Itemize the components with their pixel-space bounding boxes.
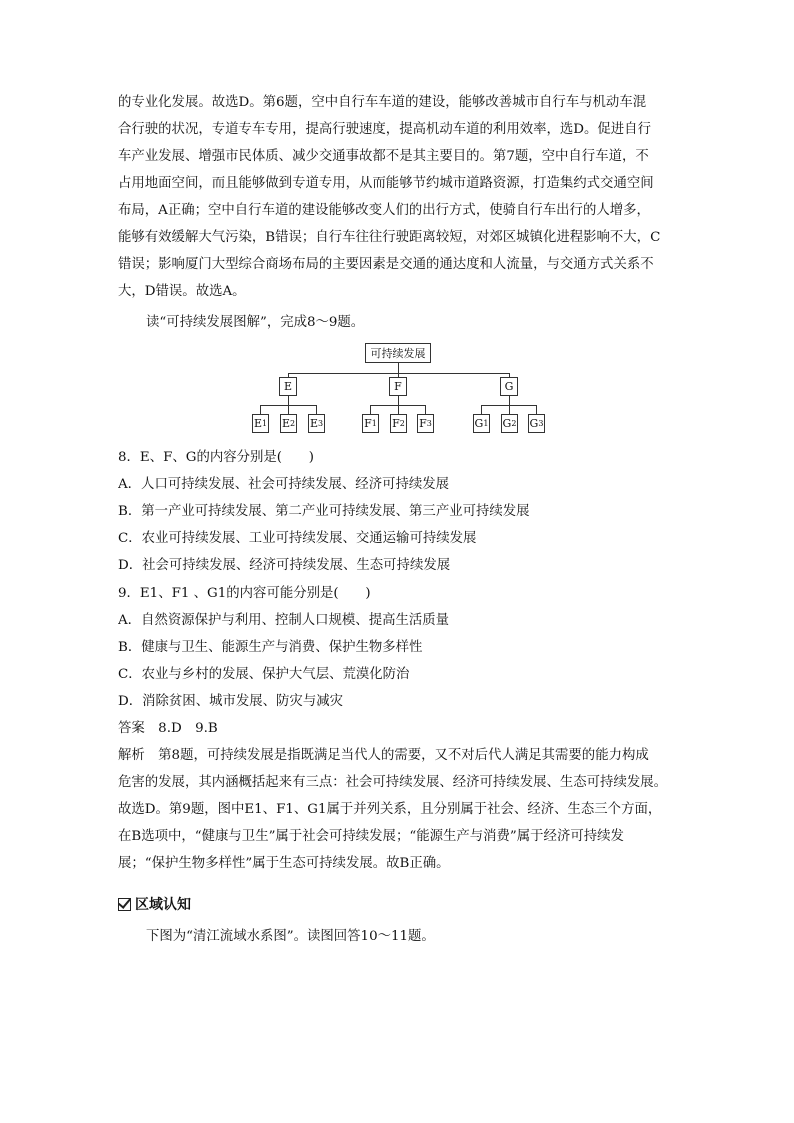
- analysis-line: 在B选项中，“健康与卫生”属于社会可持续发展；“能源生产与消费”属于经济可持续发: [118, 829, 624, 844]
- connector: [481, 405, 482, 414]
- text-line: 错误；影响厦门大型综合商场布局的主要因素是交通的通达度和人流量，与交通方式关系不: [118, 257, 654, 272]
- diagram-leaf-g2: G 2: [501, 414, 518, 433]
- connector: [536, 405, 537, 414]
- diagram-node-f: F: [389, 377, 407, 396]
- question-8-option-c: C．农业可持续发展、工业可持续发展、交通运输可持续发展: [118, 531, 477, 546]
- question-intro: 读“可持续发展图解”，完成8～9题。: [146, 315, 365, 330]
- connector: [288, 373, 510, 374]
- analysis-line: 展；“保护生物多样性”属于生态可持续发展。故B正确。: [118, 856, 450, 871]
- analysis-line: 解析 第8题，可持续发展是指既满足当代人的需要，又不对后代人满足其需要的能力构成: [118, 748, 649, 763]
- question-9-option-d: D．消除贫困、城市发展、防灾与减灾: [118, 694, 343, 709]
- checkbox-checked-icon: [118, 898, 131, 911]
- text-line: 车产业发展、增强市民体质、减少交通事故都不是其主要目的。第7题，空中自行车道，不: [118, 149, 649, 164]
- diagram-leaf-g1: G 1: [473, 414, 490, 433]
- analysis-line: 危害的发展，其内涵概括起来有三点：社会可持续发展、经济可持续发展、生态可持续发展。: [118, 775, 668, 790]
- text-line: 大，D错误。故选A。: [118, 284, 246, 299]
- question-8-stem: 8．E、F、G的内容分别是( ): [118, 450, 315, 465]
- analysis-line: 故选D。第9题，图中E1、F1、G1属于并列关系，且分别属于社会、经济、生态三个方面，: [118, 802, 662, 817]
- question-8-option-b: B．第一产业可持续发展、第二产业可持续发展、第三产业可持续发展: [118, 504, 530, 519]
- answer-line: 答案 8.D 9.B: [118, 721, 218, 736]
- section-heading: [118, 894, 191, 914]
- connector: [316, 405, 317, 414]
- diagram-node-e: E: [279, 377, 297, 396]
- text-line: 的专业化发展。故选D。第6题，空中自行车车道的建设，能够改善城市自行车与机动车混: [118, 95, 647, 110]
- text-line: 占用地面空间，而且能够做到专道专用，从而能够节约城市道路资源，打造集约式交通空间: [118, 176, 654, 191]
- text-line: 合行驶的状况，专道专车专用，提高行驶速度，提高机动车道的利用效率，选D。促进自行: [118, 122, 651, 137]
- question-9-option-c: C．农业与乡村的发展、保护大气层、荒漠化防治: [118, 667, 410, 682]
- connector: [260, 405, 261, 414]
- diagram-root-box: 可持续发展: [365, 343, 431, 363]
- diagram-leaf-f2: F 2: [390, 414, 407, 433]
- question-9-option-b: B．健康与卫生、能源生产与消费、保护生物多样性: [118, 640, 423, 655]
- question-intro: 下图为“清江流域水系图”。读图回答10～11题。: [146, 929, 435, 944]
- connector: [288, 396, 289, 405]
- connector: [398, 405, 399, 414]
- section-title: 区域认知: [135, 897, 191, 913]
- connector: [398, 396, 399, 405]
- question-8-option-a: A．人口可持续发展、社会可持续发展、经济可持续发展: [118, 477, 450, 492]
- question-8-option-d: D．社会可持续发展、经济可持续发展、生态可持续发展: [118, 558, 451, 573]
- connector: [398, 363, 399, 373]
- connector: [288, 405, 289, 414]
- diagram-leaf-f1: F 1: [362, 414, 379, 433]
- connector: [370, 405, 371, 414]
- diagram-leaf-f3: F 3: [417, 414, 434, 433]
- diagram-node-g: G: [500, 377, 518, 396]
- question-9-stem: 9．E1、F1 、G1的内容可能分别是( ): [118, 586, 371, 601]
- connector: [509, 405, 510, 414]
- text-line: 能够有效缓解大气污染，B错误；自行车往往行驶距离较短，对郊区城镇化进程影响不大，C: [118, 230, 661, 245]
- text-line: 布局，A正确；空中自行车道的建设能够改变人们的出行方式，使骑自行车出行的人增多，: [118, 203, 650, 218]
- connector: [509, 396, 510, 405]
- question-9-option-a: A．自然资源保护与利用、控制人口规模、提高生活质量: [118, 613, 450, 628]
- diagram-leaf-g3: G 3: [528, 414, 545, 433]
- diagram-leaf-e3: E 3: [308, 414, 325, 433]
- connector: [425, 405, 426, 414]
- diagram-leaf-e2: E 2: [280, 414, 297, 433]
- diagram-leaf-e1: E 1: [252, 414, 269, 433]
